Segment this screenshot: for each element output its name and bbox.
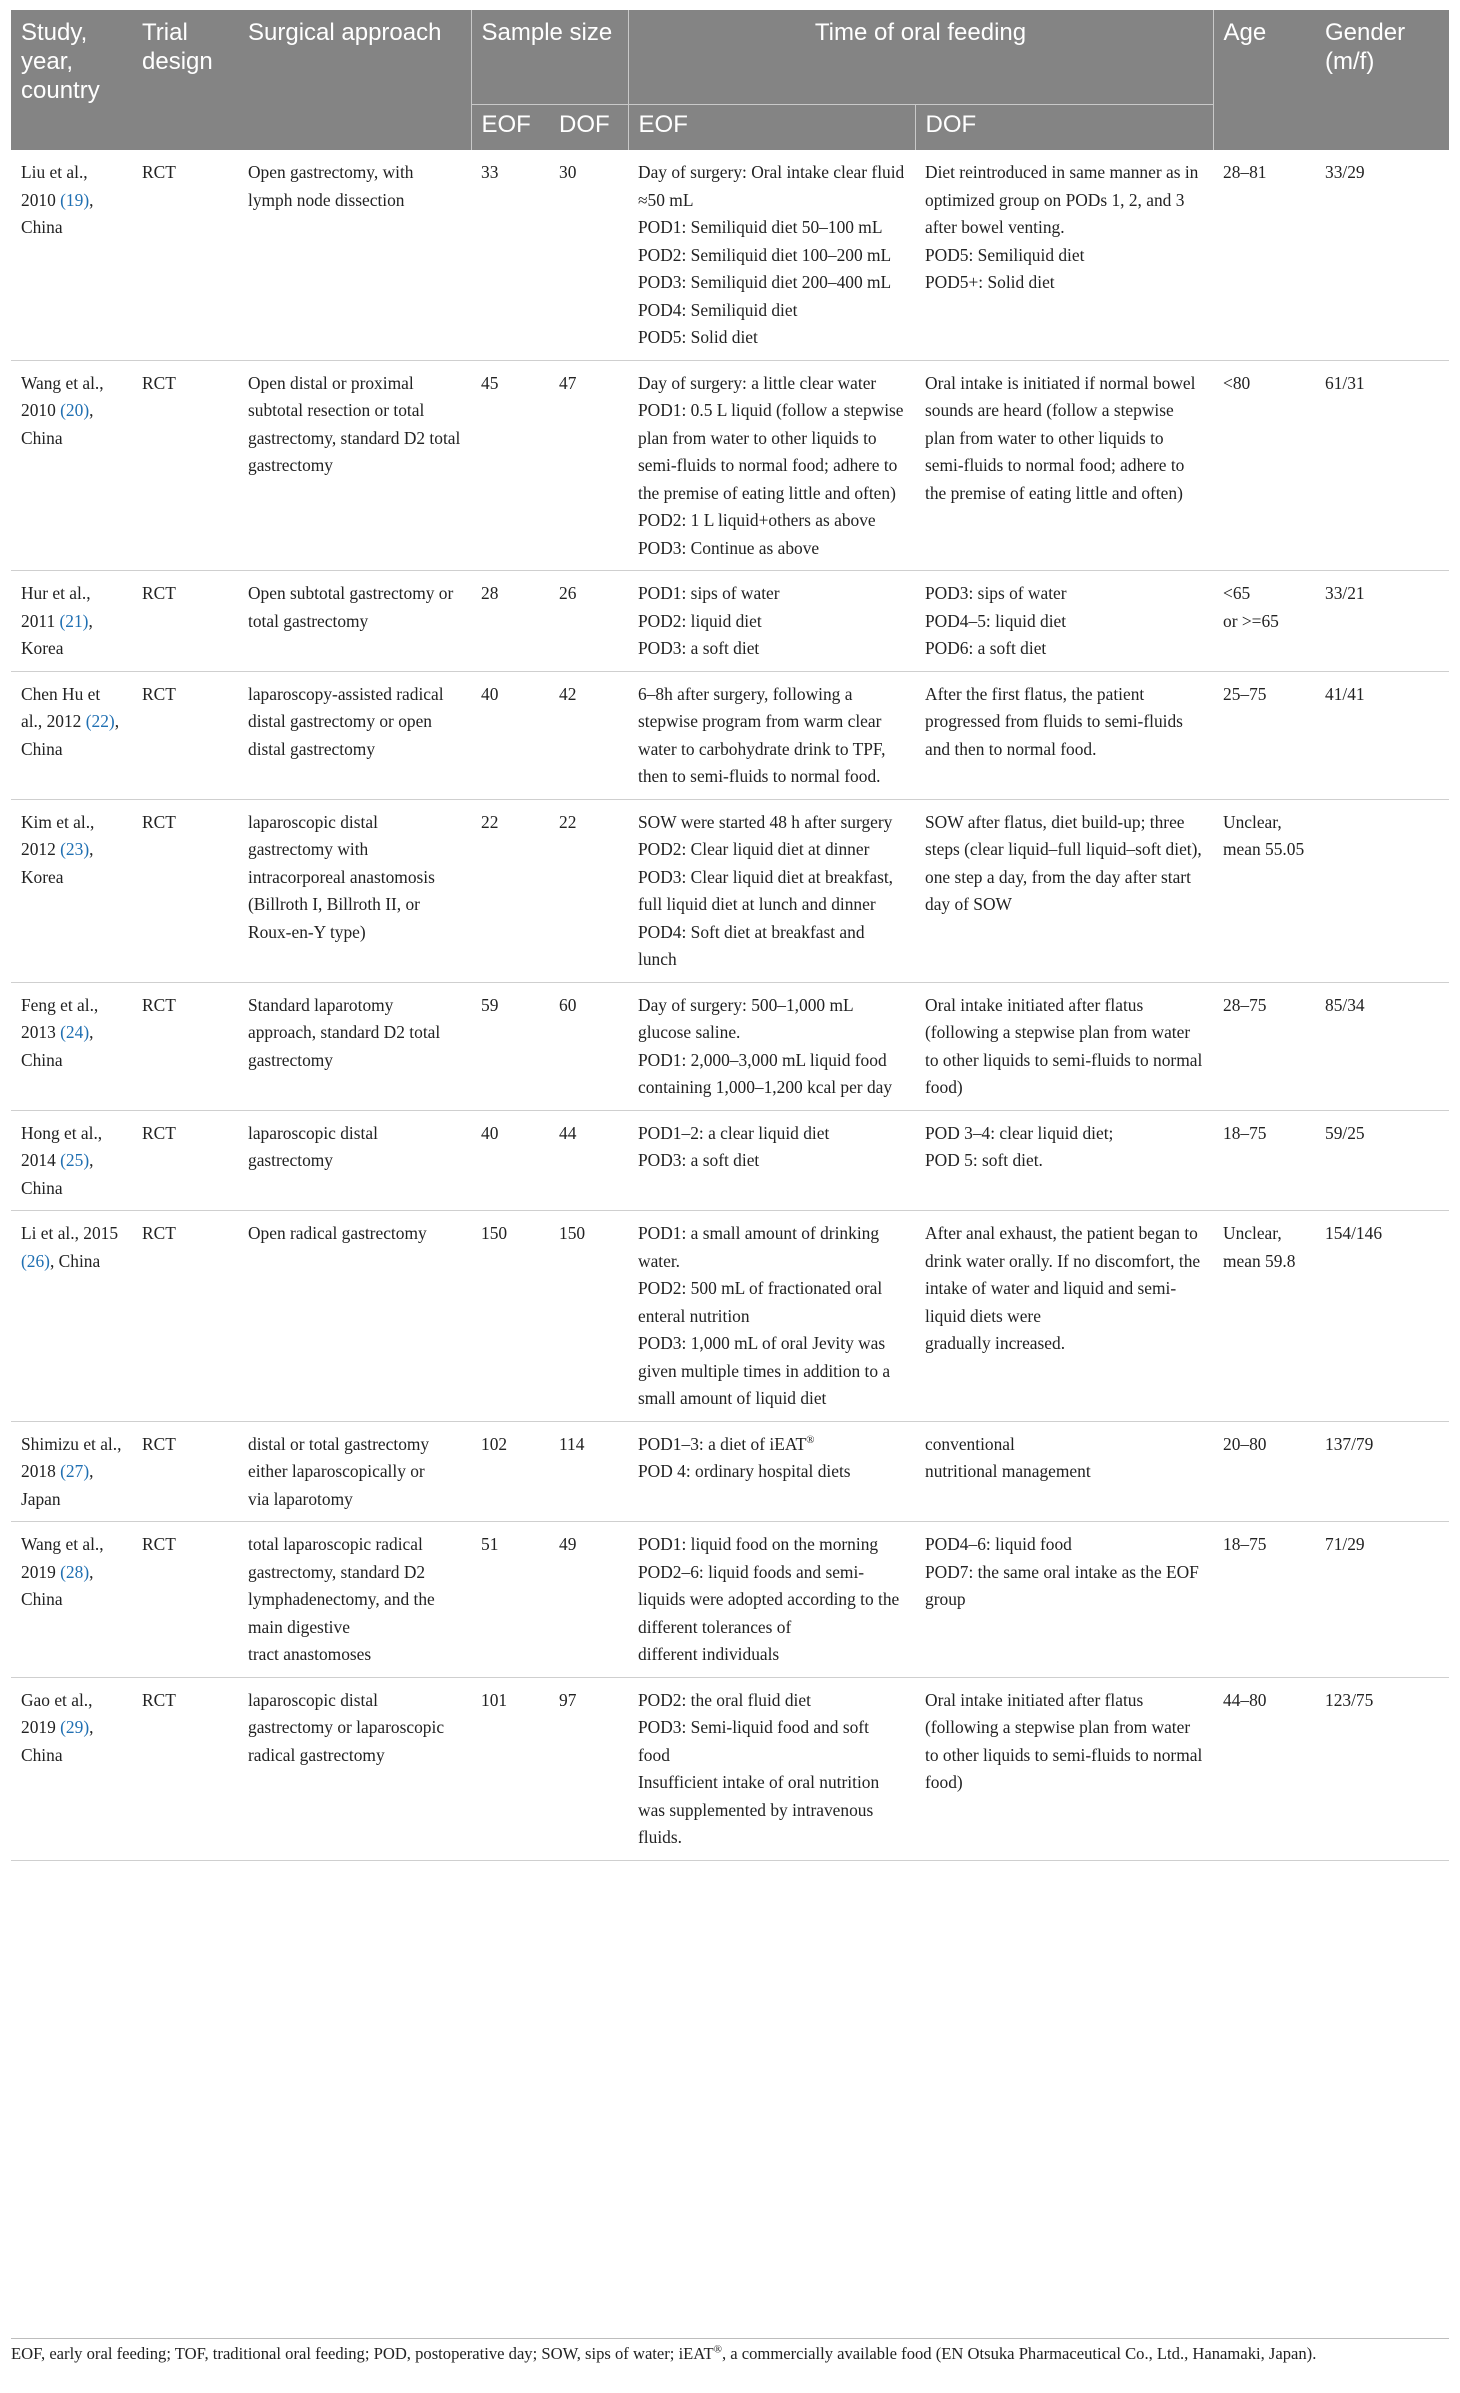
eof-sample-cell: 40 xyxy=(471,671,549,799)
study-cell: Feng et al., 2013 (24), China xyxy=(11,982,132,1110)
surgical-approach-cell: laparoscopic distal gastrectomy with intracorporeal anastomosis (Billroth I, Billroth II, or Roux-en-Y type) xyxy=(238,799,471,982)
reference-link[interactable]: (27) xyxy=(60,1461,90,1481)
surgical-approach-cell: Open subtotal gastrectomy or total gastrectomy xyxy=(238,571,471,672)
eof-time-cell: 6–8h after surgery, following a stepwise program from warm clear water to carbohydrate drink to TPF, then to semi-fluids to normal food. xyxy=(628,671,915,799)
study-cell: Shimizu et al., 2018 (27), Japan xyxy=(11,1421,132,1522)
dof-sample-cell: 47 xyxy=(549,360,628,571)
age-cell: 18–75 xyxy=(1213,1110,1315,1211)
dof-sample-cell: 44 xyxy=(549,1110,628,1211)
eof-time-cell: SOW were started 48 h after surgery POD2: Clear liquid diet at dinner POD3: Clear liquid diet at breakfast, full liquid diet at lunch and dinner POD4: Soft diet at breakfast and lunch xyxy=(628,799,915,982)
reference-link[interactable]: (29) xyxy=(60,1717,90,1737)
dof-time-cell: conventional nutritional management xyxy=(915,1421,1213,1522)
reference-link[interactable]: (21) xyxy=(59,610,89,631)
age-cell: Unclear, mean 55.05 xyxy=(1213,799,1315,982)
eof-sample-cell: 28 xyxy=(471,571,549,672)
eof-time-cell: POD1: a small amount of drinking water. POD2: 500 mL of fractionated oral enteral nutrition POD3: 1,000 mL of oral Jevity was given multiple times in addition to a small amount of liquid diet xyxy=(628,1211,915,1422)
table-row xyxy=(11,982,1449,1110)
trial-design-cell: RCT xyxy=(132,571,238,672)
trial-design-cell: RCT xyxy=(132,1211,238,1422)
header-dof-sample: DOF xyxy=(549,105,628,151)
eof-sample-cell: 150 xyxy=(471,1211,549,1422)
eof-sample-cell: 101 xyxy=(471,1677,549,1860)
eof-time-cell: POD1–3: a diet of iEAT® POD 4: ordinary hospital diets xyxy=(628,1421,915,1522)
trial-design-cell: RCT xyxy=(132,1421,238,1522)
surgical-approach-cell: Open gastrectomy, with lymph node dissection xyxy=(238,150,471,360)
table-row xyxy=(11,360,1449,571)
dof-sample-cell: 114 xyxy=(549,1421,628,1522)
eof-time-cell: POD1: sips of water POD2: liquid diet POD3: a soft diet xyxy=(628,571,915,672)
surgical-approach-cell: total laparoscopic radical gastrectomy, standard D2 lymphadenectomy, and the main digestive tract anastomoses xyxy=(238,1522,471,1678)
reference-link[interactable]: (22) xyxy=(85,711,115,731)
reference-link[interactable]: (26) xyxy=(21,1250,50,1271)
eof-time-cell: Day of surgery: Oral intake clear fluid ≈50 mL POD1: Semiliquid diet 50–100 mL POD2: Semiliquid diet 100–200 mL POD3: Semiliquid diet 200–400 mL POD4: Semiliquid diet POD5: Solid diet xyxy=(628,150,915,360)
dof-sample-cell: 97 xyxy=(549,1677,628,1860)
gender-cell: 33/29 xyxy=(1315,150,1449,360)
age-cell: <65 or >=65 xyxy=(1213,571,1315,672)
header-eof-sample: EOF xyxy=(471,105,549,151)
header-age: Age xyxy=(1213,10,1315,150)
study-cell: Liu et al., 2010 (19), China xyxy=(11,150,132,360)
dof-time-cell: Diet reintroduced in same manner as in optimized group on PODs 1, 2, and 3 after bowel venting. POD5: Semiliquid diet POD5+: Solid diet xyxy=(915,150,1213,360)
registered-mark: ® xyxy=(806,1433,815,1446)
eof-sample-cell: 102 xyxy=(471,1421,549,1522)
table-header xyxy=(11,10,1449,150)
age-cell: Unclear, mean 59.8 xyxy=(1213,1211,1315,1422)
trial-design-cell: RCT xyxy=(132,982,238,1110)
dof-sample-cell: 42 xyxy=(549,671,628,799)
gender-cell: 154/146 xyxy=(1315,1211,1449,1422)
reference-link[interactable]: (23) xyxy=(60,839,90,859)
study-cell: Gao et al., 2019 (29), China xyxy=(11,1677,132,1860)
header-time-of-oral-feeding: Time of oral feeding xyxy=(628,10,1213,105)
header-sample-size: Sample size xyxy=(471,10,628,105)
table-row xyxy=(11,671,1449,799)
dof-sample-cell: 22 xyxy=(549,799,628,982)
eof-time-cell: POD2: the oral fluid diet POD3: Semi-liquid food and soft food Insufficient intake of oral nutrition was supplemented by intravenous fluids. xyxy=(628,1677,915,1860)
study-cell: Kim et al., 2012 (23), Korea xyxy=(11,799,132,982)
dof-sample-cell: 26 xyxy=(549,571,628,672)
table-row xyxy=(11,1110,1449,1211)
study-cell: Wang et al., 2019 (28), China xyxy=(11,1522,132,1678)
age-cell: 28–75 xyxy=(1213,982,1315,1110)
table-row xyxy=(11,150,1449,360)
eof-time-cell: Day of surgery: a little clear water POD1: 0.5 L liquid (follow a stepwise plan from water to other liquids to semi-fluids to normal food; adhere to the premise of eating little and often) POD2: 1 L liquid+others as above POD3: Continue as above xyxy=(628,360,915,571)
age-cell: 18–75 xyxy=(1213,1522,1315,1678)
study-cell: Li et al., 2015 (26), China xyxy=(11,1211,132,1422)
dof-sample-cell: 30 xyxy=(549,150,628,360)
dof-time-cell: POD 3–4: clear liquid diet; POD 5: soft diet. xyxy=(915,1110,1213,1211)
reference-link[interactable]: (28) xyxy=(60,1561,90,1582)
table-row xyxy=(11,1522,1449,1678)
gender-cell: 41/41 xyxy=(1315,671,1449,799)
table-row xyxy=(11,1677,1449,1860)
study-cell: Chen Hu et al., 2012 (22), China xyxy=(11,671,132,799)
table-row xyxy=(11,1211,1449,1422)
gender-cell: 123/75 xyxy=(1315,1677,1449,1860)
gender-cell: 137/79 xyxy=(1315,1421,1449,1522)
table-row xyxy=(11,571,1449,672)
study-table xyxy=(11,10,1449,1861)
surgical-approach-cell: laparoscopy-assisted radical distal gastrectomy or open distal gastrectomy xyxy=(238,671,471,799)
trial-design-cell: RCT xyxy=(132,1677,238,1860)
study-cell: Hong et al., 2014 (25), China xyxy=(11,1110,132,1211)
trial-design-cell: RCT xyxy=(132,1110,238,1211)
eof-sample-cell: 33 xyxy=(471,150,549,360)
table-row xyxy=(11,1421,1449,1522)
age-cell: 44–80 xyxy=(1213,1677,1315,1860)
reference-link[interactable]: (24) xyxy=(60,1022,90,1042)
reference-link[interactable]: (25) xyxy=(60,1150,90,1170)
study-cell: Hur et al., 2011 (21), Korea xyxy=(11,571,132,672)
gender-cell: 59/25 xyxy=(1315,1110,1449,1211)
gender-cell: 33/21 xyxy=(1315,571,1449,672)
header-dof-time: DOF xyxy=(915,105,1213,151)
surgical-approach-cell: Open distal or proximal subtotal resection or total gastrectomy, standard D2 total gastrectomy xyxy=(238,360,471,571)
age-cell: <80 xyxy=(1213,360,1315,571)
eof-time-cell: POD1: liquid food on the morning POD2–6: liquid foods and semi-liquids were adopted according to the different tolerances of different individuals xyxy=(628,1522,915,1678)
header-eof-time: EOF xyxy=(628,105,915,151)
trial-design-cell: RCT xyxy=(132,150,238,360)
eof-sample-cell: 40 xyxy=(471,1110,549,1211)
age-cell: 25–75 xyxy=(1213,671,1315,799)
surgical-approach-cell: laparoscopic distal gastrectomy xyxy=(238,1110,471,1211)
dof-sample-cell: 49 xyxy=(549,1522,628,1678)
eof-time-cell: POD1–2: a clear liquid diet POD3: a soft diet xyxy=(628,1110,915,1211)
surgical-approach-cell: Standard laparotomy approach, standard D2 total gastrectomy xyxy=(238,982,471,1110)
table-footnote: EOF, early oral feeding; TOF, traditional oral feeding; POD, postoperative day; SOW, sips of water; iEAT®, a commercially available food (EN Otsuka Pharmaceutical Co., Ltd., Hanamaki, Japan). xyxy=(11,2338,1449,2366)
header-gender: Gender (m/f) xyxy=(1315,10,1449,150)
dof-time-cell: Oral intake initiated after flatus (following a stepwise plan from water to other liquids to semi-fluids to normal food) xyxy=(915,1677,1213,1860)
trial-design-cell: RCT xyxy=(132,671,238,799)
dof-time-cell: POD3: sips of water POD4–5: liquid diet POD6: a soft diet xyxy=(915,571,1213,672)
age-cell: 20–80 xyxy=(1213,1421,1315,1522)
trial-design-cell: RCT xyxy=(132,360,238,571)
gender-cell: 61/31 xyxy=(1315,360,1449,571)
dof-sample-cell: 60 xyxy=(549,982,628,1110)
trial-design-cell: RCT xyxy=(132,1522,238,1678)
table-row xyxy=(11,799,1449,982)
dof-time-cell: SOW after flatus, diet build-up; three steps (clear liquid–full liquid–soft diet), one step a day, from the day after start day of SOW xyxy=(915,799,1213,982)
dof-time-cell: After the first flatus, the patient progressed from fluids to semi-fluids and then to normal food. xyxy=(915,671,1213,799)
surgical-approach-cell: distal or total gastrectomy either laparoscopically or via laparotomy xyxy=(238,1421,471,1522)
dof-time-cell: After anal exhaust, the patient began to drink water orally. If no discomfort, the intake of water and liquid and semi-liquid diets were gradually increased. xyxy=(915,1211,1213,1422)
gender-cell: 85/34 xyxy=(1315,982,1449,1110)
reference-link[interactable]: (20) xyxy=(60,400,90,420)
eof-time-cell: Day of surgery: 500–1,000 mL glucose saline. POD1: 2,000–3,000 mL liquid food containing 1,000–1,200 kcal per day xyxy=(628,982,915,1110)
surgical-approach-cell: Open radical gastrectomy xyxy=(238,1211,471,1422)
age-cell: 28–81 xyxy=(1213,150,1315,360)
eof-sample-cell: 45 xyxy=(471,360,549,571)
surgical-approach-cell: laparoscopic distal gastrectomy or laparoscopic radical gastrectomy xyxy=(238,1677,471,1860)
dof-time-cell: Oral intake is initiated if normal bowel sounds are heard (follow a stepwise plan from water to other liquids to semi-fluids to normal food; adhere to the premise of eating little and often) xyxy=(915,360,1213,571)
table-body xyxy=(11,150,1449,1860)
header-study: Study, year, country xyxy=(11,10,132,150)
dof-time-cell: Oral intake initiated after flatus (following a stepwise plan from water to other liquids to semi-fluids to normal food) xyxy=(915,982,1213,1110)
registered-mark: ® xyxy=(713,2343,722,2356)
study-cell: Wang et al., 2010 (20), China xyxy=(11,360,132,571)
gender-cell xyxy=(1315,799,1449,982)
dof-sample-cell: 150 xyxy=(549,1211,628,1422)
header-trial-design: Trial design xyxy=(132,10,238,150)
dof-time-cell: POD4–6: liquid food POD7: the same oral intake as the EOF group xyxy=(915,1522,1213,1678)
eof-sample-cell: 51 xyxy=(471,1522,549,1678)
trial-design-cell: RCT xyxy=(132,799,238,982)
reference-link[interactable]: (19) xyxy=(60,189,90,210)
eof-sample-cell: 59 xyxy=(471,982,549,1110)
gender-cell: 71/29 xyxy=(1315,1522,1449,1678)
header-surgical-approach: Surgical approach xyxy=(238,10,471,150)
eof-sample-cell: 22 xyxy=(471,799,549,982)
